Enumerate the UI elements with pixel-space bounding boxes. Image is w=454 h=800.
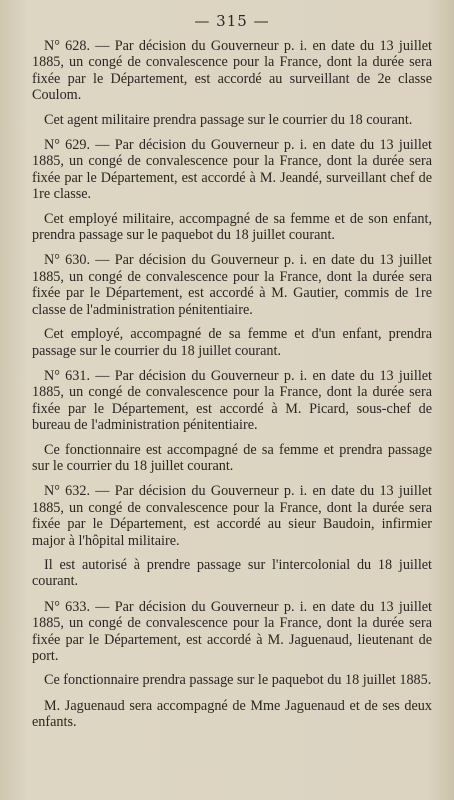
entry-633-text: N° 633. — Par décision du Gouverneur p. i. en date du 13 juillet 1885, un congé de convalescence pour la France, dont la durée sera fixée par le Département, est accordé à M. Jaguenaud, lieutenant de port. <box>32 598 432 664</box>
entry-631-note: Ce fonctionnaire est accompagné de sa femme et prendra passage sur le courrier du 18 juillet courant. <box>32 441 432 474</box>
entry-629-text: N° 629. — Par décision du Gouverneur p. i. en date du 13 juillet 1885, un congé de convalescence pour la France, dont la durée sera fixée par le Département, est accordé à M. Jeandé, surveillant chef de 1re classe. <box>32 137 432 203</box>
entry-632-text: N° 632. — Par décision du Gouverneur p. i. en date du 13 juillet 1885, un congé de convalescence pour la France, dont la durée sera fixée par le Département, est accordé au sieur Baudoin, infirmier major à l'hôpital militaire. <box>32 483 432 549</box>
entry-630-note: Cet employé, accompagné de sa femme et d'un enfant, prendra passage sur le courrier du 18 juillet courant. <box>32 326 432 359</box>
entry-628-note: Cet agent militaire prendra passage sur le courrier du 18 courant. <box>44 111 413 128</box>
entry-629-note: Cet employé militaire, accompagné de sa femme et de son enfant, prendra passage sur le paquebot du 18 juillet courant. <box>32 210 432 244</box>
entry-628-text: N° 628. — Par décision du Gouverneur p. i. en date du 13 juillet 1885, un congé de convalescence pour la France, dont la durée sera fixée par le Département, est accordé au surveillant de 2e classe Coulom. <box>32 38 432 104</box>
page-number: — 315 — <box>194 12 270 30</box>
entry-630-text: N° 630. — Par décision du Gouverneur p. i. en date du 13 juillet 1885, un congé de convalescence pour la France, dont la durée sera fixée par le Département, est accordé à M. Gautier, commis de 1re classe de l'administration pénitentiaire. <box>32 252 432 318</box>
entry-631-text: N° 631. — Par décision du Gouverneur p. i. en date du 13 juillet 1885, un congé de convalescence pour la France, dont la durée sera fixée par le Département, est accordé à M. Picard, sous-chef de bureau de l'administration pénitentiaire. <box>32 367 432 434</box>
entry-632-note: Il est autorisé à prendre passage sur l'intercolonial du 18 juillet courant. <box>32 556 432 590</box>
entry-633-note: Ce fonctionnaire prendra passage sur le paquebot du 18 juillet 1885. <box>44 672 432 689</box>
entry-633-note-2: M. Jaguenaud sera accompagné de Mme Jaguenaud et de ses deux enfants. <box>32 697 432 731</box>
